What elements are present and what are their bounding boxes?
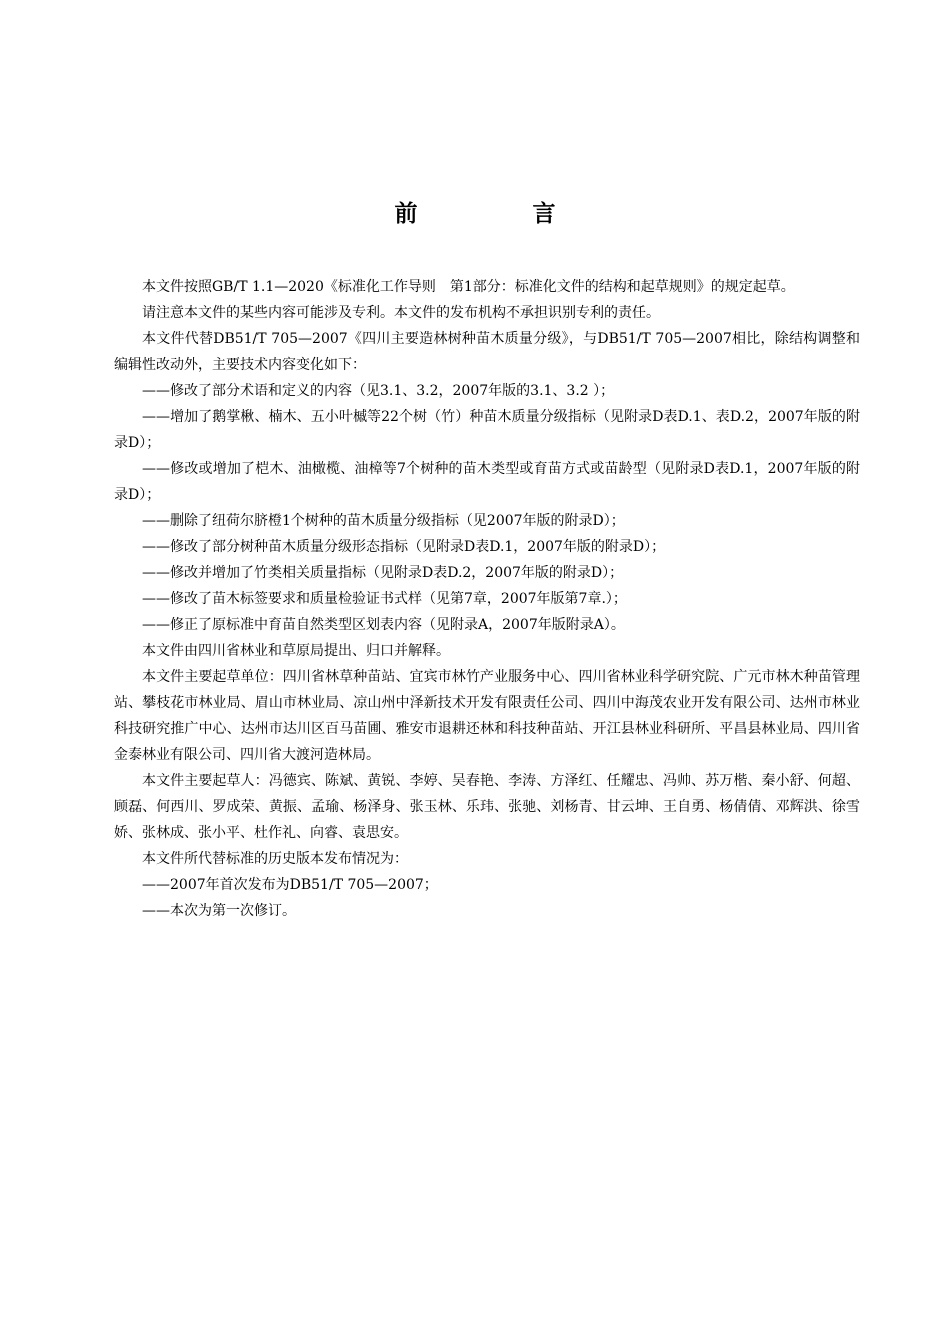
paragraph-drafters: 本文件主要起草人：冯德宾、陈斌、黄锐、李婷、吴春艳、李涛、方泽红、任耀忠、冯帅、苏万楷、秦小舒、何超、顾磊、何西川、罗成荣、黄振、孟瑜、杨泽身、张玉林、乐玮、张驰、刘杨青、甘云坤、王自勇、杨倩倩、邓辉洪、徐雪娇、张林成、张小平、杜作礼、向睿、袁思安。	[114, 773, 860, 841]
paragraph-proposer: 本文件由四川省林业和草原局提出、归口并解释。	[142, 643, 450, 659]
list-item-change-terms: ——修改了部分术语和定义的内容（见3.1、3.2，2007年版的3.1、3.2 ）；	[142, 383, 615, 399]
list-item-change-deleted-species: ——删除了纽荷尔脐橙1个树种的苗木质量分级指标（见2007年版的附录D）；	[142, 513, 625, 529]
paragraph-history-intro: 本文件所代替标准的历史版本发布情况为：	[142, 851, 408, 867]
list-item-change-added-species: ——增加了鹅掌楸、楠木、五小叶槭等22个树（竹）种苗木质量分级指标（见附录D表D.1、表D.2，2007年版的附录D）；	[114, 409, 860, 451]
paragraph-patent-notice: 请注意本文件的某些内容可能涉及专利。本文件的发布机构不承担识别专利的责任。	[142, 305, 660, 321]
list-item-change-zoning: ——修正了原标准中育苗自然类型区划表内容（见附录A，2007年版附录A）。	[142, 617, 625, 633]
paragraph-drafting-rules: 本文件按照GB/T 1.1—2020《标准化工作导则 第1部分：标准化文件的结构和起草规则》的规定起草。	[142, 279, 795, 295]
list-item-change-morphology: ——修改了部分树种苗木质量分级形态指标（见附录D表D.1，2007年版的附录D）；	[142, 539, 666, 555]
list-item-change-seedling-types: ——修改或增加了桤木、油橄榄、油樟等7个树种的苗木类型或育苗方式或苗龄型（见附录D表D.1，2007年版的附录D）；	[114, 461, 860, 503]
list-item-change-labels: ——修改了苗木标签要求和质量检验证书式样（见第7章，2007年版第7章.）；	[142, 591, 627, 607]
paragraph-drafting-units: 本文件主要起草单位：四川省林草种苗站、宜宾市林竹产业服务中心、四川省林业科学研究院、广元市林木种苗管理站、攀枝花市林业局、眉山市林业局、凉山州中泽新技术开发有限责任公司、四川中海茂农业开发有限公司、达州市林业科技研究推广中心、达州市达川区百马苗圃、雅安市退耕还林和科技种苗站、开江县林业科研所、平昌县林业局、四川省金泰林业有限公司、四川省大渡河造林局。	[114, 669, 860, 763]
page-title: 前 言	[394, 200, 602, 227]
foreword-body	[114, 274, 860, 924]
list-item-change-bamboo: ——修改并增加了竹类相关质量指标（见附录D表D.2，2007年版的附录D）；	[142, 565, 624, 581]
paragraph-replacement: 本文件代替DB51/T 705—2007《四川主要造林树种苗木质量分级》，与DB51/T 705—2007相比，除结构调整和编辑性改动外，主要技术内容变化如下：	[114, 331, 860, 373]
list-item-history-first: ——2007年首次发布为DB51/T 705—2007；	[142, 877, 438, 893]
list-item-history-revision: ——本次为第一次修订。	[142, 903, 296, 919]
